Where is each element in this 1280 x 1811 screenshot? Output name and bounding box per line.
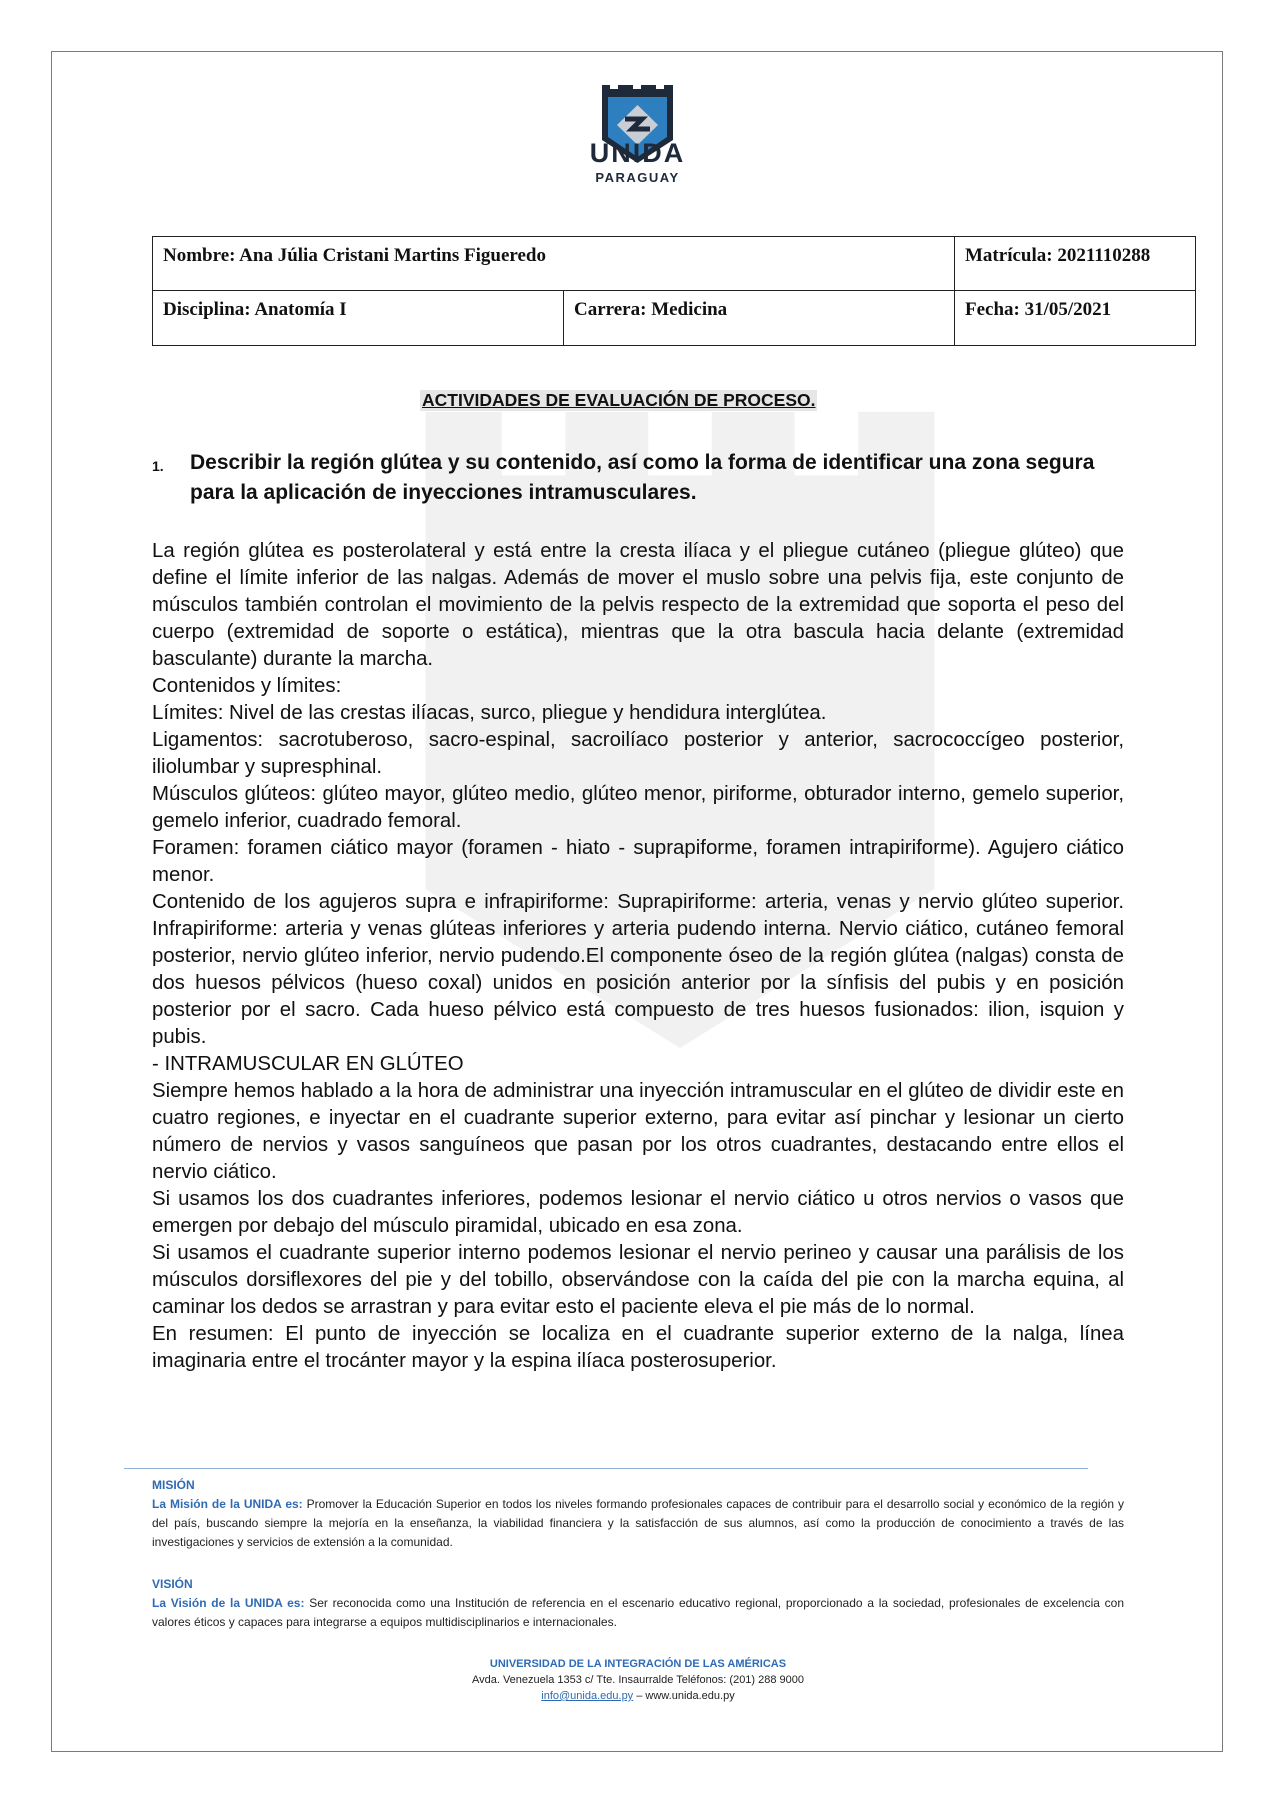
website: – www.unida.edu.py — [636, 1690, 735, 1702]
paragraph: La región glútea es posterolateral y está entre la cresta ilíaca y el pliegue cutáneo (pliegue glúteo) que define el límite inferior de las nalgas. Además de mover el muslo sobre una pelvis fija, este conjunto de músculos también controlan el movimiento de la pelvis respecto de la extremidad que soporta el peso del cuerpo (extremidad de soporte o estática), mientras que la otra bascula hacia delante (extremidad basculante) durante la marcha. — [152, 540, 1124, 670]
vision-text: Ser reconocida como una Institución de referencia en el escenario educativo regional, proporcionado a la sociedad, profesionales de excelencia con valores éticos y capaces para integrarse a equipos multidisciplinarios e internacionales. — [152, 1596, 1125, 1629]
question-1 — [152, 448, 1102, 508]
date: Fecha: 31/05/2021 — [955, 291, 1196, 346]
address: Avda. Venezuela 1353 c/ Tte. Insaurralde Teléfonos: (201) 288 9000 — [471, 1674, 805, 1686]
student-info-table — [152, 236, 1196, 346]
mision-block — [152, 1476, 1124, 1552]
student-name: Nombre: Ana Júlia Cristani Martins Figueredo — [153, 237, 955, 291]
discipline: Disciplina: Anatomía I — [153, 291, 564, 346]
student-matricula: Matrícula: 2021110288 — [955, 237, 1196, 291]
mision-title: MISIÓN — [152, 1478, 195, 1492]
mision-text: Promover la Educación Superior en todos los niveles formando profesionales capaces de contribuir para el desarrollo social y económico de la región y del país, buscando siempre la mejoría en la enseñanza, la viabilidad financiera y la satisfacción de sus alumnos, así como la producción de conocimiento a través de las investigaciones y servicios de extensión a la comunidad. — [152, 1497, 1124, 1549]
paragraph: Músculos glúteos: glúteo mayor, glúteo medio, glúteo menor, piriforme, obturador interno, gemelo superior, gemelo inferior, cuadrado femoral. — [152, 783, 1124, 832]
paragraph: Contenido de los agujeros supra e infrapiriforme: Suprapiriforme: arteria, venas y nervio glúteo superior. Infrapiriforme: arteria y venas glúteas inferiores y arteria pudendo interna. Nervio ciático, cutáneo femoral posterior, nervio glúteo inferior, nervio pudendo.El componente óseo de la región glútea (nalgas) consta de dos huesos pélvicos (hueso coxal) unidos en posición anterior por la sínfisis del pubis y en posición posterior por el sacro. Cada hueso pélvico está compuesto de tres huesos fusionados: ilion, isquion y pubis. — [152, 891, 1124, 1048]
question-text: Describir la región glútea y su contenido, así como la forma de identificar una zona segura para la aplicación de inyecciones intramusculares. — [190, 451, 1095, 504]
logo-country: PARAGUAY — [595, 170, 680, 185]
paragraph: Siempre hemos hablado a la hora de administrar una inyección intramuscular en el glúteo de dividir este en cuatro regiones, e inyectar en el cuadrante superior externo, para evitar así pinchar y lesionar un cierto número de nervios y vasos sanguíneos que pasan por los otros cuadrantes, destacando entre ellos el nervio ciático. — [152, 1080, 1124, 1183]
paragraph: Foramen: foramen ciático mayor (foramen - hiato - suprapiforme, foramen intrapiriforme). Agujero ciático menor. — [152, 837, 1124, 886]
paragraph: - INTRAMUSCULAR EN GLÚTEO — [152, 1053, 464, 1075]
paragraph: Límites: Nivel de las crestas ilíacas, surco, pliegue y hendidura interglútea. — [152, 702, 827, 724]
vision-block — [152, 1575, 1124, 1632]
career: Carrera: Medicina — [564, 291, 955, 346]
vision-lead: La Visión de la UNIDA es: — [152, 1596, 305, 1610]
paragraph: Si usamos los dos cuadrantes inferiores, podemos lesionar el nervio ciático u otros nervios o vasos que emergen por debajo del músculo piramidal, ubicado en esa zona. — [152, 1188, 1124, 1237]
paragraph: Contenidos y límites: — [152, 675, 342, 697]
question-number: 1. — [152, 458, 164, 474]
paragraph: En resumen: El punto de inyección se localiza en el cuadrante superior externo de la nalga, línea imaginaria entre el trocánter mayor y la espina ilíaca posterosuperior. — [152, 1323, 1124, 1372]
logo-name: UNIDA — [589, 138, 686, 168]
footer-contact — [152, 1656, 1124, 1704]
footer-divider — [124, 1468, 1088, 1469]
email-link[interactable]: info@unida.edu.py — [541, 1690, 634, 1702]
paragraph: Si usamos el cuadrante superior interno podemos lesionar el nervio perineo y causar una parálisis de los músculos dorsiflexores del pie y del tobillo, observándose con la caída del pie con la marcha equina, al caminar los dedos se arrastran y para evitar esto el paciente eleva el pie más de lo normal. — [152, 1242, 1124, 1318]
vision-title: VISIÓN — [152, 1577, 193, 1591]
mision-lead: La Misión de la UNIDA es: — [152, 1497, 303, 1511]
paragraph: Ligamentos: sacrotuberoso, sacro-espinal, sacroilíaco posterior y anterior, sacrococcígeo posterior, iliolumbar y supresphinal. — [152, 729, 1124, 778]
section-title: ACTIVIDADES DE EVALUACIÓN DE PROCESO. — [422, 390, 816, 410]
answer-body — [152, 538, 1124, 1375]
university-name: UNIVERSIDAD DE LA INTEGRACIÓN DE LAS AMÉRICAS — [489, 1658, 787, 1670]
